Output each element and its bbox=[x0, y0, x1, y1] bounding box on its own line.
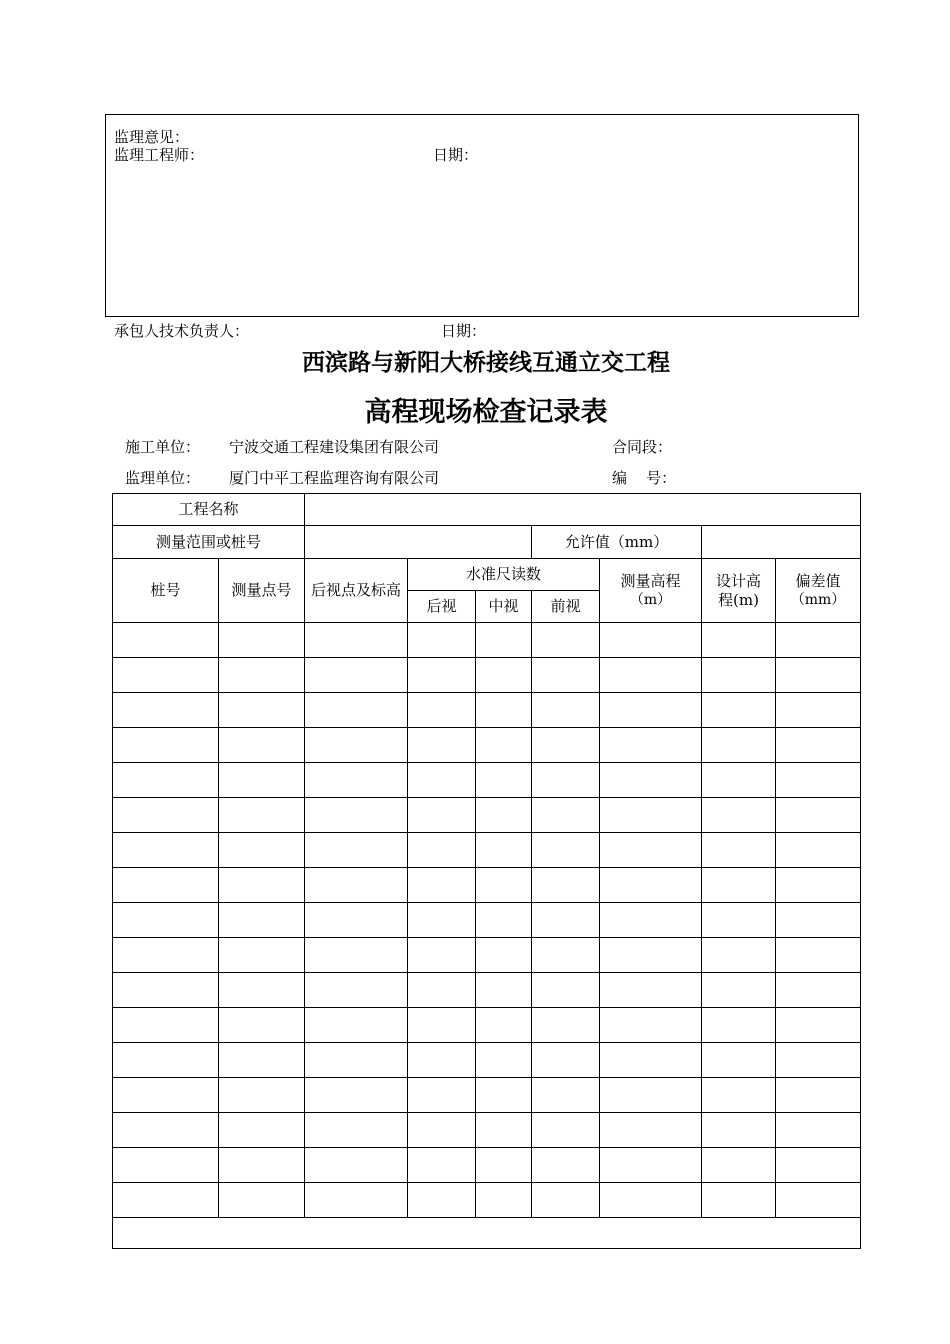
supervision-date-label: 日期： bbox=[433, 146, 479, 164]
number-label: 编 号： bbox=[612, 469, 677, 487]
table-cell[interactable] bbox=[600, 623, 702, 658]
table-cell[interactable] bbox=[702, 868, 776, 903]
table-cell[interactable] bbox=[305, 1148, 408, 1183]
table-row bbox=[113, 938, 861, 973]
table-cell[interactable] bbox=[305, 973, 408, 1008]
table-cell[interactable] bbox=[532, 868, 600, 903]
table-cell[interactable] bbox=[776, 868, 861, 903]
table-cell[interactable] bbox=[776, 938, 861, 973]
table-row bbox=[113, 973, 861, 1008]
table-row bbox=[113, 1043, 861, 1078]
table-cell[interactable] bbox=[219, 1113, 305, 1148]
table-cell[interactable] bbox=[702, 1183, 776, 1218]
supervision-box bbox=[105, 114, 859, 317]
table-cell[interactable] bbox=[776, 833, 861, 868]
table-row bbox=[113, 693, 861, 728]
table-row bbox=[113, 868, 861, 903]
table-cell[interactable] bbox=[219, 868, 305, 903]
table-cell[interactable] bbox=[113, 1148, 219, 1183]
table-cell[interactable] bbox=[113, 798, 219, 833]
table-cell[interactable] bbox=[408, 658, 476, 693]
table-cell[interactable] bbox=[408, 798, 476, 833]
construction-unit-value: 宁波交通工程建设集团有限公司 bbox=[229, 438, 440, 456]
table-cell[interactable] bbox=[219, 763, 305, 798]
header-stake: 桩号 bbox=[113, 559, 219, 623]
table-cell[interactable] bbox=[600, 658, 702, 693]
table-cell[interactable] bbox=[305, 1043, 408, 1078]
table-cell[interactable] bbox=[408, 903, 476, 938]
table-cell[interactable] bbox=[776, 798, 861, 833]
table-cell[interactable] bbox=[600, 763, 702, 798]
table-cell[interactable] bbox=[532, 833, 600, 868]
table-cell[interactable] bbox=[408, 1078, 476, 1113]
table-cell[interactable] bbox=[305, 1008, 408, 1043]
table-cell[interactable] bbox=[476, 973, 532, 1008]
table-cell[interactable] bbox=[476, 1183, 532, 1218]
table-cell[interactable] bbox=[113, 1008, 219, 1043]
table-cell[interactable] bbox=[305, 938, 408, 973]
header-staff-reading: 水准尺读数 bbox=[408, 559, 600, 591]
table-cell[interactable] bbox=[408, 833, 476, 868]
table-cell[interactable] bbox=[408, 623, 476, 658]
table-cell[interactable] bbox=[113, 1183, 219, 1218]
header-design-elevation-line1: 设计高 bbox=[716, 571, 762, 590]
table-cell[interactable] bbox=[305, 1078, 408, 1113]
table-cell[interactable] bbox=[113, 1078, 219, 1113]
table-cell[interactable] bbox=[600, 903, 702, 938]
table-cell[interactable] bbox=[600, 1078, 702, 1113]
table-cell[interactable] bbox=[532, 1008, 600, 1043]
table-cell[interactable] bbox=[532, 623, 600, 658]
header-backsight-elevation: 后视点及标高 bbox=[305, 559, 408, 623]
table-cell[interactable] bbox=[600, 798, 702, 833]
table-row bbox=[113, 763, 861, 798]
table-row bbox=[113, 658, 861, 693]
table-cell[interactable] bbox=[219, 973, 305, 1008]
table-cell[interactable] bbox=[776, 973, 861, 1008]
table-cell[interactable] bbox=[702, 728, 776, 763]
table-cell[interactable] bbox=[113, 903, 219, 938]
table-cell[interactable] bbox=[476, 938, 532, 973]
table-cell[interactable] bbox=[600, 973, 702, 1008]
supervision-opinion-label: 监理意见： bbox=[114, 128, 190, 146]
table-cell[interactable] bbox=[219, 798, 305, 833]
table-cell[interactable] bbox=[408, 938, 476, 973]
table-footer-row bbox=[113, 1218, 861, 1249]
table-cell[interactable] bbox=[305, 1183, 408, 1218]
elevation-record-table bbox=[112, 493, 861, 1249]
table-cell[interactable] bbox=[532, 1113, 600, 1148]
table-cell[interactable] bbox=[476, 693, 532, 728]
table-cell[interactable] bbox=[776, 693, 861, 728]
header-deviation-line1: 偏差值 bbox=[795, 571, 841, 590]
table-cell[interactable] bbox=[532, 1183, 600, 1218]
table-cell[interactable] bbox=[702, 763, 776, 798]
table-cell[interactable] bbox=[776, 763, 861, 798]
table-cell[interactable] bbox=[305, 658, 408, 693]
table-cell[interactable] bbox=[702, 833, 776, 868]
table-cell[interactable] bbox=[600, 1148, 702, 1183]
table-cell[interactable] bbox=[476, 798, 532, 833]
table-cell[interactable] bbox=[408, 1043, 476, 1078]
table-cell[interactable] bbox=[702, 973, 776, 1008]
header-measured-elevation-line2: （m） bbox=[629, 591, 672, 608]
header-design-elevation bbox=[702, 559, 776, 623]
table-cell[interactable] bbox=[776, 1183, 861, 1218]
table-cell[interactable] bbox=[532, 938, 600, 973]
table-row bbox=[113, 903, 861, 938]
table-row bbox=[113, 833, 861, 868]
table-cell[interactable] bbox=[219, 623, 305, 658]
table-cell[interactable] bbox=[532, 728, 600, 763]
table-cell[interactable] bbox=[776, 1043, 861, 1078]
project-name-value[interactable] bbox=[305, 494, 861, 526]
table-cell[interactable] bbox=[702, 1078, 776, 1113]
table-cell[interactable] bbox=[305, 903, 408, 938]
table-cell[interactable] bbox=[532, 658, 600, 693]
table-cell[interactable] bbox=[600, 1043, 702, 1078]
table-cell[interactable] bbox=[219, 1043, 305, 1078]
table-cell[interactable] bbox=[532, 763, 600, 798]
table-cell[interactable] bbox=[600, 868, 702, 903]
table-cell[interactable] bbox=[532, 973, 600, 1008]
table-cell[interactable] bbox=[600, 1113, 702, 1148]
table-cell[interactable] bbox=[113, 973, 219, 1008]
table-cell[interactable] bbox=[776, 903, 861, 938]
measure-range-value[interactable] bbox=[305, 526, 532, 559]
table-cell[interactable] bbox=[600, 1183, 702, 1218]
table-cell[interactable] bbox=[776, 658, 861, 693]
contractor-date-label: 日期： bbox=[441, 322, 487, 340]
contract-section-label: 合同段： bbox=[612, 438, 673, 456]
table-cell[interactable] bbox=[600, 1008, 702, 1043]
table-cell[interactable] bbox=[113, 1043, 219, 1078]
table-cell[interactable] bbox=[219, 728, 305, 763]
header-design-elevation-line2: 程(m) bbox=[718, 590, 759, 609]
header-front: 前视 bbox=[532, 591, 600, 623]
table-cell[interactable] bbox=[702, 658, 776, 693]
table-cell[interactable] bbox=[408, 973, 476, 1008]
table-cell[interactable] bbox=[702, 903, 776, 938]
table-cell[interactable] bbox=[408, 763, 476, 798]
table-cell[interactable] bbox=[408, 868, 476, 903]
table-row bbox=[113, 1113, 861, 1148]
table-cell[interactable] bbox=[776, 728, 861, 763]
table-cell[interactable] bbox=[305, 728, 408, 763]
table-cell[interactable] bbox=[776, 1078, 861, 1113]
table-cell[interactable] bbox=[776, 623, 861, 658]
table-cell[interactable] bbox=[476, 833, 532, 868]
header-measured-elevation bbox=[600, 559, 702, 623]
table-cell[interactable] bbox=[219, 1183, 305, 1218]
table-cell[interactable] bbox=[113, 833, 219, 868]
table-cell[interactable] bbox=[113, 938, 219, 973]
table-cell[interactable] bbox=[113, 658, 219, 693]
table-cell[interactable] bbox=[476, 868, 532, 903]
table-row bbox=[113, 798, 861, 833]
table-cell[interactable] bbox=[219, 1078, 305, 1113]
construction-unit-label: 施工单位： bbox=[125, 438, 201, 456]
table-cell[interactable] bbox=[219, 833, 305, 868]
table-cell[interactable] bbox=[408, 1008, 476, 1043]
table-cell[interactable] bbox=[219, 938, 305, 973]
header-point: 测量点号 bbox=[219, 559, 305, 623]
header-measured-elevation-line1: 测量高程 bbox=[620, 571, 681, 590]
table-cell[interactable] bbox=[113, 623, 219, 658]
table-cell[interactable] bbox=[305, 1113, 408, 1148]
table-cell[interactable] bbox=[532, 903, 600, 938]
header-deviation bbox=[776, 559, 861, 623]
table-cell[interactable] bbox=[476, 623, 532, 658]
table-cell[interactable] bbox=[408, 693, 476, 728]
supervision-unit-value: 厦门中平工程监理咨询有限公司 bbox=[229, 469, 440, 487]
table-cell[interactable] bbox=[702, 693, 776, 728]
table-cell[interactable] bbox=[532, 1078, 600, 1113]
table-cell[interactable] bbox=[408, 1148, 476, 1183]
table-cell[interactable] bbox=[702, 798, 776, 833]
table-cell[interactable] bbox=[476, 728, 532, 763]
table-row bbox=[113, 1183, 861, 1218]
table-cell[interactable] bbox=[305, 798, 408, 833]
tolerance-label: 允许值（mm） bbox=[532, 526, 702, 559]
table-cell[interactable] bbox=[219, 1148, 305, 1183]
table-cell[interactable] bbox=[476, 1008, 532, 1043]
table-cell[interactable] bbox=[702, 1008, 776, 1043]
table-footer-cell[interactable] bbox=[113, 1218, 861, 1249]
table-row bbox=[113, 728, 861, 763]
supervision-unit-label: 监理单位： bbox=[125, 469, 201, 487]
table-cell[interactable] bbox=[600, 833, 702, 868]
table-cell[interactable] bbox=[600, 728, 702, 763]
table-cell[interactable] bbox=[408, 1183, 476, 1218]
project-name-label: 工程名称 bbox=[113, 494, 305, 526]
table-row bbox=[113, 1008, 861, 1043]
table-cell[interactable] bbox=[219, 693, 305, 728]
table-cell[interactable] bbox=[219, 1008, 305, 1043]
contractor-tech-lead-label: 承包人技术负责人： bbox=[114, 322, 250, 340]
table-cell[interactable] bbox=[532, 1043, 600, 1078]
tolerance-value[interactable] bbox=[702, 526, 861, 559]
table-cell[interactable] bbox=[532, 798, 600, 833]
table-row bbox=[113, 1078, 861, 1113]
header-deviation-line2: （mm） bbox=[790, 591, 846, 608]
supervision-engineer-label: 监理工程师： bbox=[114, 146, 205, 164]
table-cell[interactable] bbox=[113, 763, 219, 798]
table-cell[interactable] bbox=[408, 1113, 476, 1148]
table-cell[interactable] bbox=[702, 623, 776, 658]
table-cell[interactable] bbox=[702, 1113, 776, 1148]
table-cell[interactable] bbox=[305, 763, 408, 798]
table-cell[interactable] bbox=[219, 658, 305, 693]
table-cell[interactable] bbox=[702, 1148, 776, 1183]
table-cell[interactable] bbox=[476, 658, 532, 693]
table-cell[interactable] bbox=[219, 903, 305, 938]
table-cell[interactable] bbox=[476, 1148, 532, 1183]
table-cell[interactable] bbox=[113, 693, 219, 728]
table-cell[interactable] bbox=[305, 868, 408, 903]
table-cell[interactable] bbox=[532, 1148, 600, 1183]
table-cell[interactable] bbox=[776, 1113, 861, 1148]
table-cell[interactable] bbox=[305, 693, 408, 728]
table-cell[interactable] bbox=[476, 763, 532, 798]
table-cell[interactable] bbox=[408, 728, 476, 763]
table-cell[interactable] bbox=[113, 1113, 219, 1148]
table-cell[interactable] bbox=[305, 833, 408, 868]
table-cell[interactable] bbox=[476, 1113, 532, 1148]
table-cell[interactable] bbox=[305, 623, 408, 658]
table-cell[interactable] bbox=[776, 1008, 861, 1043]
form-title: 高程现场检查记录表 bbox=[364, 397, 608, 428]
header-middle: 中视 bbox=[476, 591, 532, 623]
table-cell[interactable] bbox=[532, 693, 600, 728]
table-cell[interactable] bbox=[476, 903, 532, 938]
table-cell[interactable] bbox=[476, 1078, 532, 1113]
table-cell[interactable] bbox=[600, 938, 702, 973]
table-row bbox=[113, 623, 861, 658]
table-cell[interactable] bbox=[476, 1043, 532, 1078]
table-cell[interactable] bbox=[600, 693, 702, 728]
project-title: 西滨路与新阳大桥接线互通立交工程 bbox=[302, 349, 670, 376]
table-cell[interactable] bbox=[702, 1043, 776, 1078]
table-cell[interactable] bbox=[113, 728, 219, 763]
measure-range-label: 测量范围或桩号 bbox=[113, 526, 305, 559]
table-cell[interactable] bbox=[113, 868, 219, 903]
table-row bbox=[113, 1148, 861, 1183]
table-cell[interactable] bbox=[702, 938, 776, 973]
header-back: 后视 bbox=[408, 591, 476, 623]
table-cell[interactable] bbox=[776, 1148, 861, 1183]
